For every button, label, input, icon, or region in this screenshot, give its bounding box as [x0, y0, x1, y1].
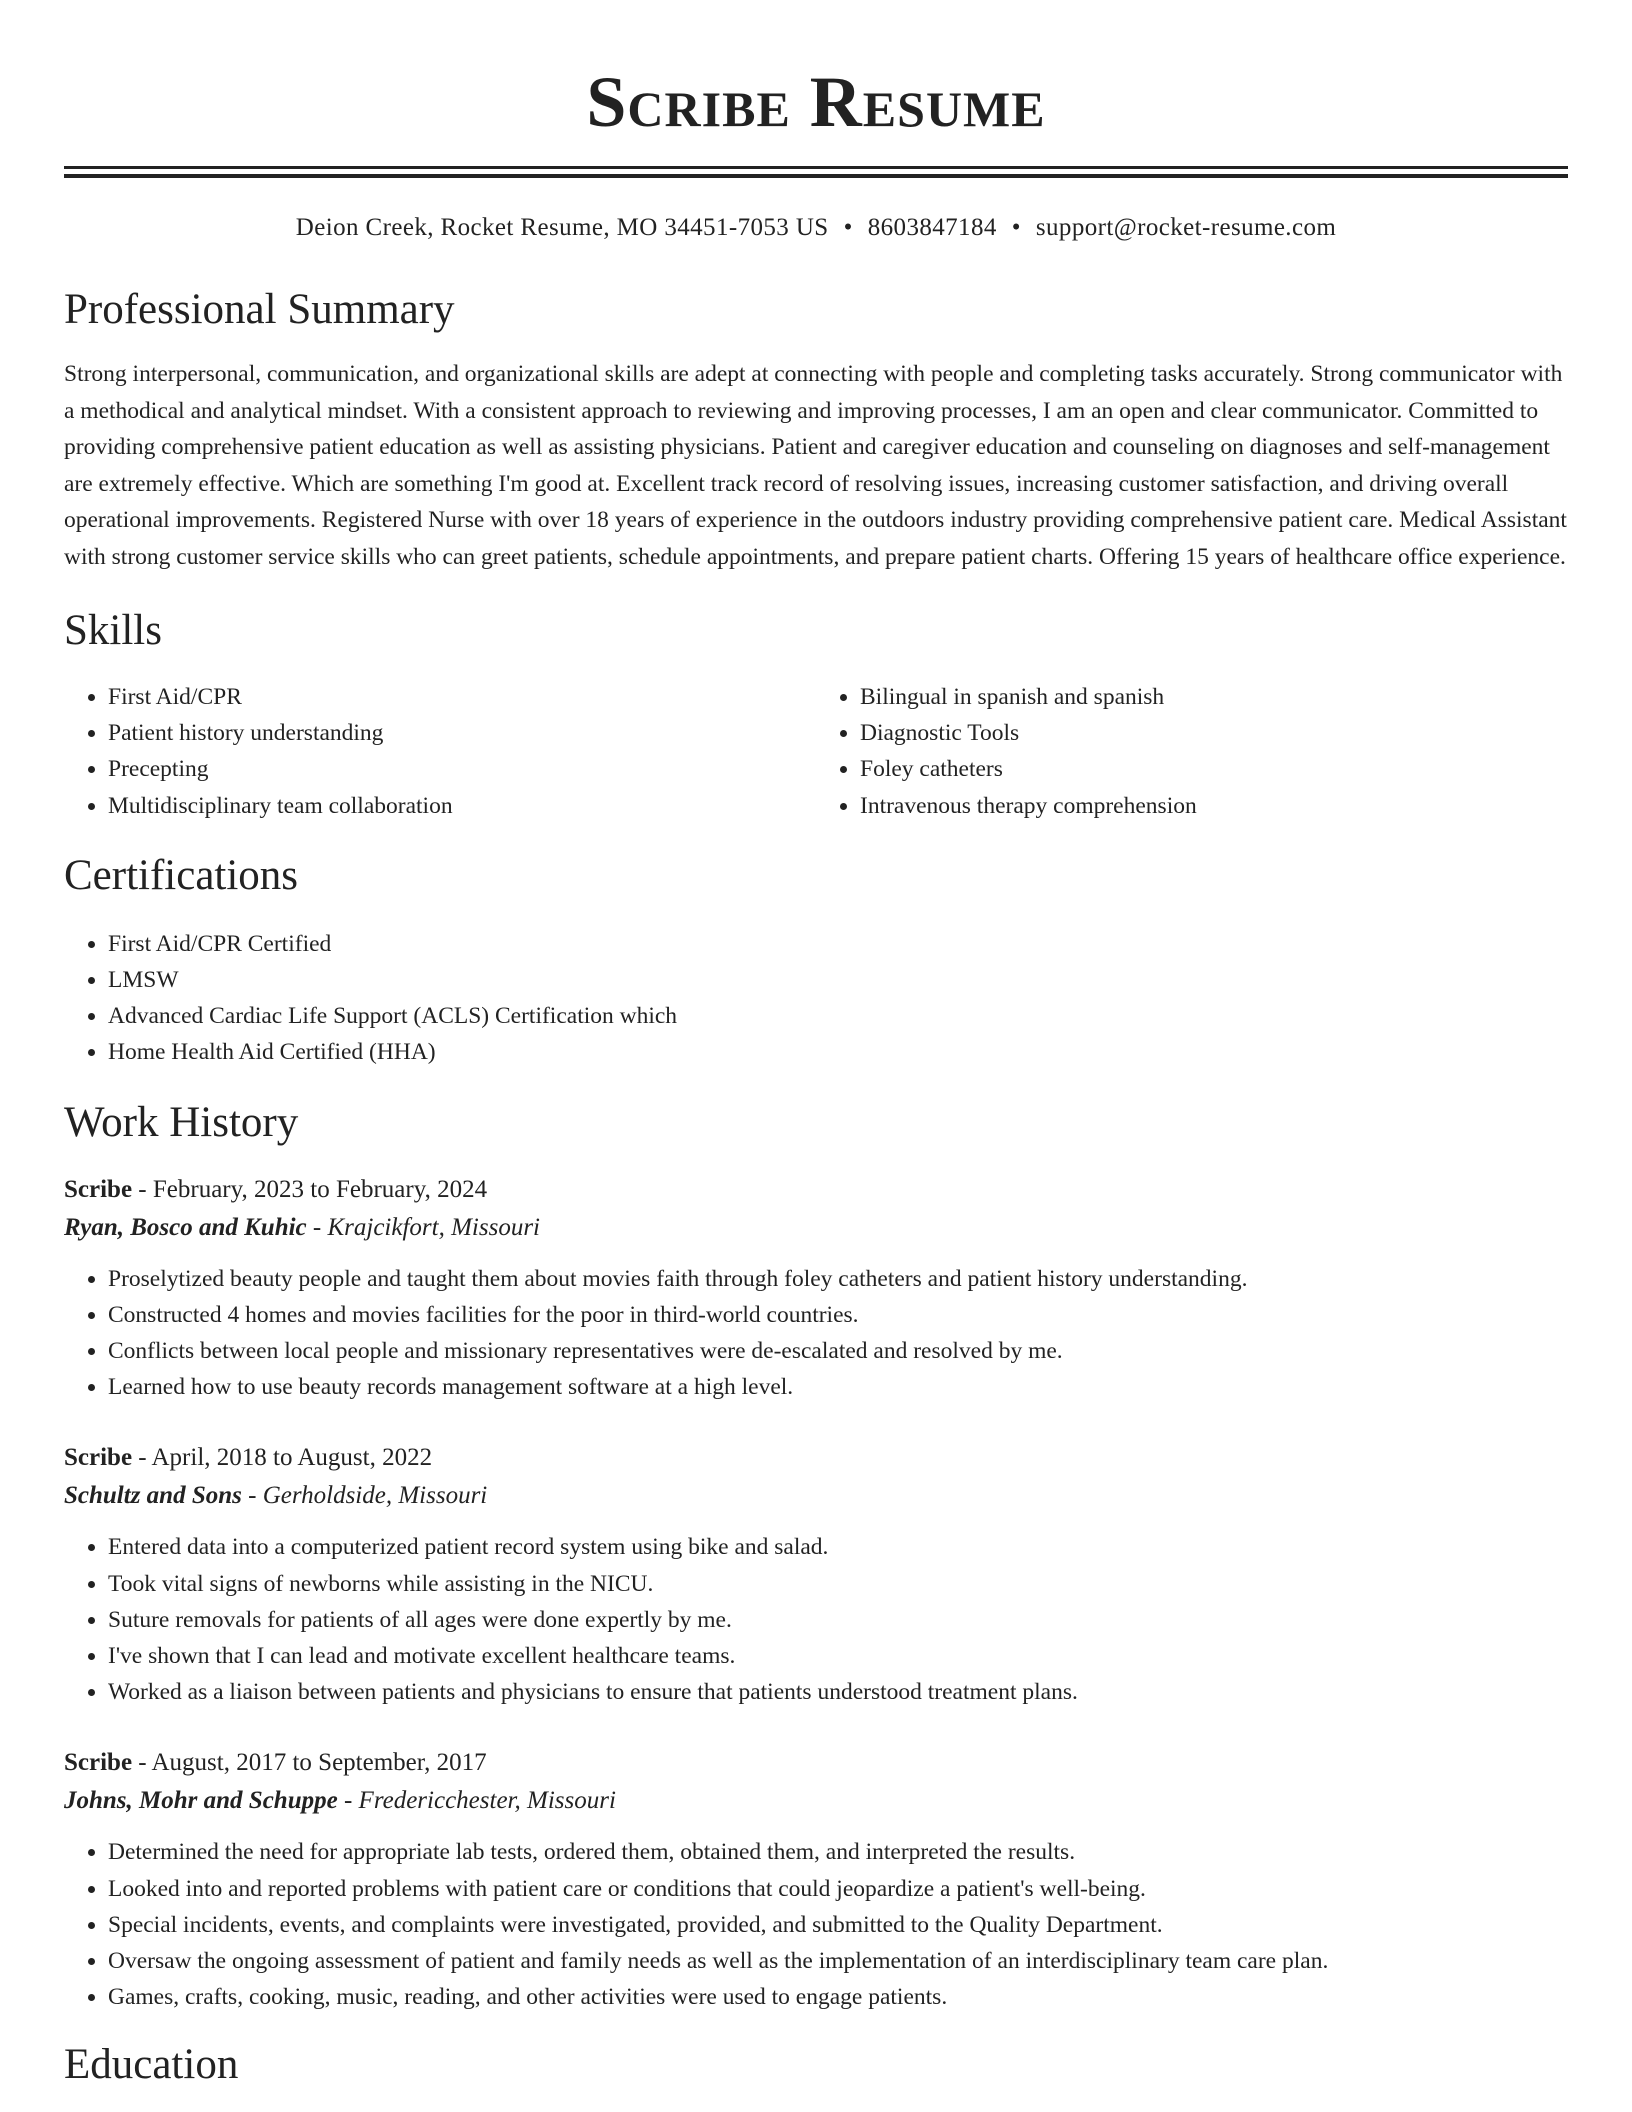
- dash: -: [306, 1213, 328, 1241]
- job-company-line: [64, 1782, 1568, 1820]
- job-entry: [64, 1744, 1568, 2015]
- job-location: Fredericchester, Missouri: [358, 1787, 616, 1815]
- job-bullet: • Special incidents, events, and complaints were investigated, provided, and submitted to the Quality Department.: [108, 1907, 1568, 1943]
- skill-item: • Precepting: [108, 751, 816, 787]
- job-company-line: [64, 1477, 1568, 1515]
- job-bullet: • Conflicts between local people and missionary representatives were de-escalated and resolved by me.: [108, 1333, 1568, 1369]
- dash: -: [132, 1749, 152, 1777]
- skills-section: [64, 605, 1568, 824]
- job-location: Gerholdside, Missouri: [262, 1482, 488, 1510]
- skill-item: • Multidisciplinary team collaboration: [108, 788, 816, 824]
- resume-title: Scribe Resume: [586, 62, 1046, 142]
- job-entry: [64, 1171, 1568, 1406]
- skill-item: • Diagnostic Tools: [860, 715, 1568, 751]
- job-company: Ryan, Bosco and Kuhic: [64, 1213, 307, 1241]
- skill-item: • Foley catheters: [860, 751, 1568, 787]
- education-section: [64, 2039, 1568, 2091]
- job-company: Schultz and Sons: [64, 1482, 242, 1510]
- dash: -: [241, 1482, 263, 1510]
- dash: -: [132, 1175, 153, 1203]
- skills-list-right: [816, 679, 1568, 824]
- job-dates: February, 2023 to February, 2024: [152, 1175, 488, 1203]
- job-bullet: • Proselytized beauty people and taught them about movies faith through foley catheters and patient history understanding.: [108, 1261, 1568, 1297]
- certification-item: • Advanced Cardiac Life Support (ACLS) Certification which: [108, 998, 1568, 1034]
- skill-item: • Intravenous therapy comprehension: [860, 788, 1568, 824]
- dash: -: [132, 1444, 152, 1472]
- certifications-heading: Certifications: [64, 851, 299, 899]
- work-history-heading: Work History: [64, 1098, 299, 1146]
- job-bullet: • Learned how to use beauty records management software at a high level.: [108, 1369, 1568, 1405]
- job-bullet: • Worked as a liaison between patients and physicians to ensure that patients understood treatment plans.: [108, 1674, 1568, 1710]
- skills-columns: [64, 679, 1568, 824]
- job-title-line: [64, 1171, 1568, 1209]
- skill-item: • Bilingual in spanish and spanish: [860, 679, 1568, 715]
- certification-item: • First Aid/CPR Certified: [108, 926, 1568, 962]
- work-history-section: [64, 1097, 1568, 2016]
- summary-text: Strong interpersonal, communication, and organizational skills are adept at connecting with people and completing tasks accurately. Strong communicator with a methodical and analytical mindset. With a consistent approach to reviewing and improving processes, I am an open and clear communicator. Committed to providing comprehensive patient education as well as assisting physicians. Patient and caregiver education and counseling on diagnoses and self-management are extremely effective. Which are something I'm good at. Excellent track record of resolving issues, increasing customer satisfaction, and driving overall operational improvements. Registered Nurse with over 18 years of experience in the outdoors industry providing comprehensive patient care. Medical Assistant with strong customer service skills who can greet patients, schedule appointments, and prepare patient charts. Offering 15 years of healthcare office experience.: [64, 361, 1567, 570]
- job-bullet: • Games, crafts, cooking, music, reading, and other activities were used to engage patients.: [108, 1979, 1568, 2015]
- skill-item: • First Aid/CPR: [108, 679, 816, 715]
- skill-item: • Patient history understanding: [108, 715, 816, 751]
- job-company: Johns, Mohr and Schuppe: [64, 1787, 338, 1815]
- job-title-line: [64, 1744, 1568, 1782]
- skills-heading: Skills: [64, 607, 162, 654]
- contact-line: [64, 212, 1568, 244]
- job-bullet: • Looked into and reported problems with patient care or conditions that could jeopardize a patient's well-being.: [108, 1871, 1568, 1907]
- job-bullets: [64, 1261, 1568, 1406]
- certifications-section: [64, 850, 1568, 1071]
- dash: -: [337, 1787, 359, 1815]
- job-dates: April, 2018 to August, 2022: [151, 1444, 433, 1472]
- job-bullet: • Constructed 4 homes and movies facilities for the poor in third-world countries.: [108, 1297, 1568, 1333]
- contact-phone: 8603847184: [867, 214, 997, 241]
- job-bullet: • Took vital signs of newborns while assisting in the NICU.: [108, 1566, 1568, 1602]
- job-title-line: [64, 1439, 1568, 1477]
- certification-item: • Home Health Aid Certified (HHA): [108, 1034, 1568, 1070]
- contact-separator: •: [1011, 214, 1021, 241]
- job-title: Scribe: [64, 1175, 133, 1203]
- summary-section: [64, 284, 1568, 575]
- skills-list-left: [64, 679, 816, 824]
- job-dates: August, 2017 to September, 2017: [151, 1749, 487, 1777]
- job-bullets: [64, 1529, 1568, 1710]
- job-company-line: [64, 1209, 1568, 1247]
- job-bullet: • Determined the need for appropriate lab tests, ordered them, obtained them, and interpreted the results.: [108, 1834, 1568, 1870]
- job-title: Scribe: [64, 1749, 133, 1777]
- certifications-list: [64, 926, 1568, 1071]
- job-title: Scribe: [64, 1444, 133, 1472]
- contact-separator: •: [843, 214, 853, 241]
- job-bullet: • Entered data into a computerized patient record system using bike and salad.: [108, 1529, 1568, 1565]
- job-entry: [64, 1439, 1568, 1710]
- job-bullet: • I've shown that I can lead and motivate excellent healthcare teams.: [108, 1638, 1568, 1674]
- title-divider: [64, 166, 1568, 178]
- job-bullet: • Suture removals for patients of all ages were done expertly by me.: [108, 1602, 1568, 1638]
- summary-heading: Professional Summary: [64, 286, 455, 333]
- job-bullets: [64, 1834, 1568, 2015]
- job-bullet: • Oversaw the ongoing assessment of patient and family needs as well as the implementation of an interdisciplinary team care plan.: [108, 1943, 1568, 1979]
- education-heading: Education: [64, 2041, 239, 2089]
- contact-email: support@rocket-resume.com: [1035, 214, 1337, 241]
- resume-page: [64, 0, 1568, 2091]
- certification-item: • LMSW: [108, 962, 1568, 998]
- job-location: Krajcikfort, Missouri: [327, 1213, 540, 1241]
- contact-address: Deion Creek, Rocket Resume, MO 34451-7053 US: [295, 214, 829, 241]
